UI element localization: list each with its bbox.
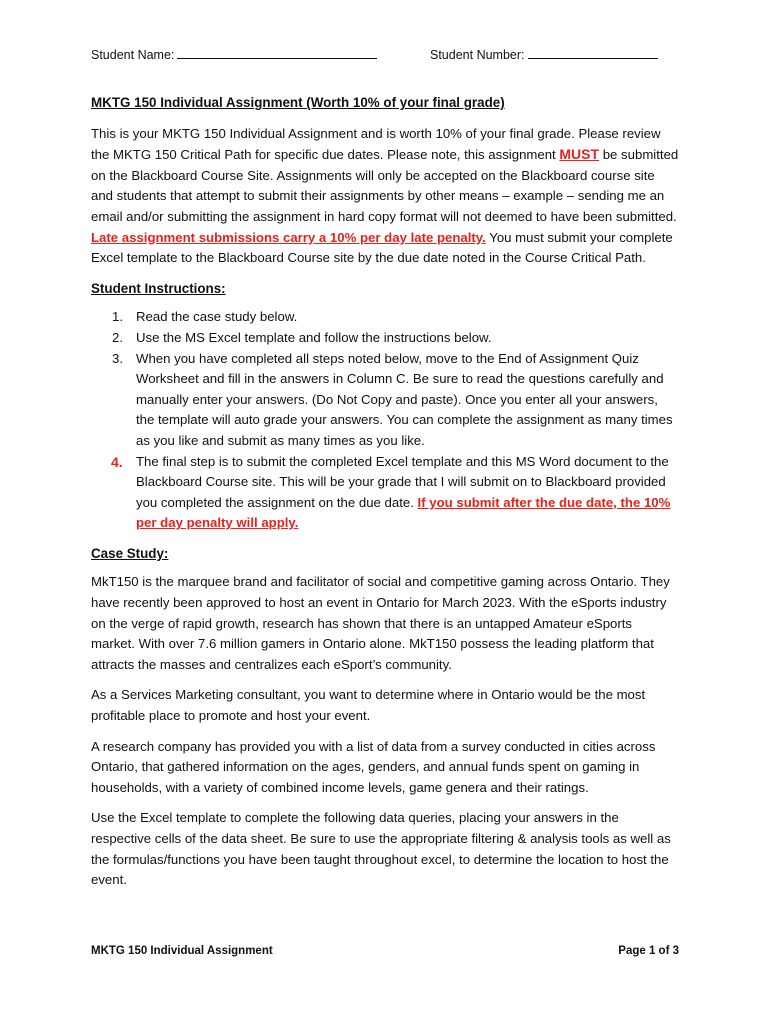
step-text: Use the MS Excel template and follow the instructions below. [136, 329, 492, 345]
step-text: When you have completed all steps noted below, move to the End of Assignment Quiz Worksheet and fill in the answers in Column C. Be sure to read the questions carefully and manually enter your answers. (Do Not Copy and paste). Once you enter all your answers, the template will auto grade your answers. You can complete the assignment as many times as you like and submit as many times as you like. [136, 350, 673, 448]
student-name-field [91, 46, 377, 62]
footer-title: MKTG 150 Individual Assignment [91, 945, 273, 957]
late-submission-warning: If you submit after the due date, the 10% per day penalty will apply. [136, 494, 671, 531]
late-penalty-warning: Late assignment submissions carry a 10% per day late penalty. [91, 229, 486, 245]
student-number-blank [528, 46, 658, 59]
page-number: Page 1 of 3 [618, 945, 679, 957]
student-name-blank [177, 46, 377, 59]
list-item [91, 349, 679, 452]
instructions-heading: Student Instructions: [91, 280, 226, 296]
step-number: 3. [112, 350, 123, 366]
step-number-highlight: 4. [111, 453, 123, 470]
intro-text-1: This is your MKTG 150 Individual Assignment and is worth 10% of your final grade. Please review the MKTG 150 Critical Path for specific due dates. Please note, this assignment [91, 125, 661, 163]
intro-text-2: be submitted on the Blackboard Course Site. Assignments will only be accepted on the Blackboard course site and students that attempt to submit their assignments by other means – example – sending me an email and/or submitting the assignment in hard copy format will not deemed to have been submitted. [91, 147, 679, 224]
case-study-paragraph: Use the Excel template to complete the following data queries, placing your answers in the respective cells of the data sheet. Be sure to use the appropriate filtering & analysis tools as well as the formulas/functions you have been taught throughout excel, to determine the location to host the event. [91, 810, 671, 888]
step-number: 2. [112, 329, 123, 345]
case-study-paragraph: As a Services Marketing consultant, you want to determine where in Ontario would be the most profitable place to promote and host your event. [91, 687, 646, 724]
student-name-label: Student Name: [91, 48, 175, 62]
student-number-label: Student Number: [430, 48, 525, 62]
list-item [91, 328, 679, 349]
student-number-field [430, 46, 658, 62]
intro-paragraph [91, 124, 679, 269]
case-study-paragraph: A research company has provided you with a list of data from a survey conducted in cities across Ontario, that gathered information on the ages, genders, and annual funds spent on gaming in households, with a variety of combined income levels, game genera and their ratings. [91, 738, 656, 795]
intro-text-3: You must submit your complete Excel template to the Blackboard Course site by the due date noted in the Course Critical Path. [91, 229, 673, 266]
document-body [91, 93, 679, 901]
instructions-list [91, 307, 679, 534]
list-item [91, 307, 679, 328]
list-item [91, 452, 679, 534]
step-text: The final step is to submit the completed Excel template and this MS Word document to the Blackboard Course site. This will be your grade that I will submit on to Blackboard provided you completed the assignment on the due date. [136, 453, 669, 510]
case-study-heading: Case Study: [91, 545, 169, 561]
step-text: Read the case study below. [136, 309, 298, 325]
page-title: MKTG 150 Individual Assignment (Worth 10% of your final grade) [91, 95, 505, 110]
step-number: 1. [112, 309, 123, 325]
must-emphasis: MUST [559, 146, 600, 163]
case-study-paragraph: MkT150 is the marquee brand and facilitator of social and competitive gaming across Ontario. They have recently been approved to host an event in Ontario for March 2023. With the eSports industry on the verge of rapid growth, research has shown that there is an untapped Amateur eSports market. With over 7.6 million gamers in Ontario alone. MkT150 possess the leading platform that attracts the masses and centralizes each eSport’s community. [91, 574, 670, 672]
